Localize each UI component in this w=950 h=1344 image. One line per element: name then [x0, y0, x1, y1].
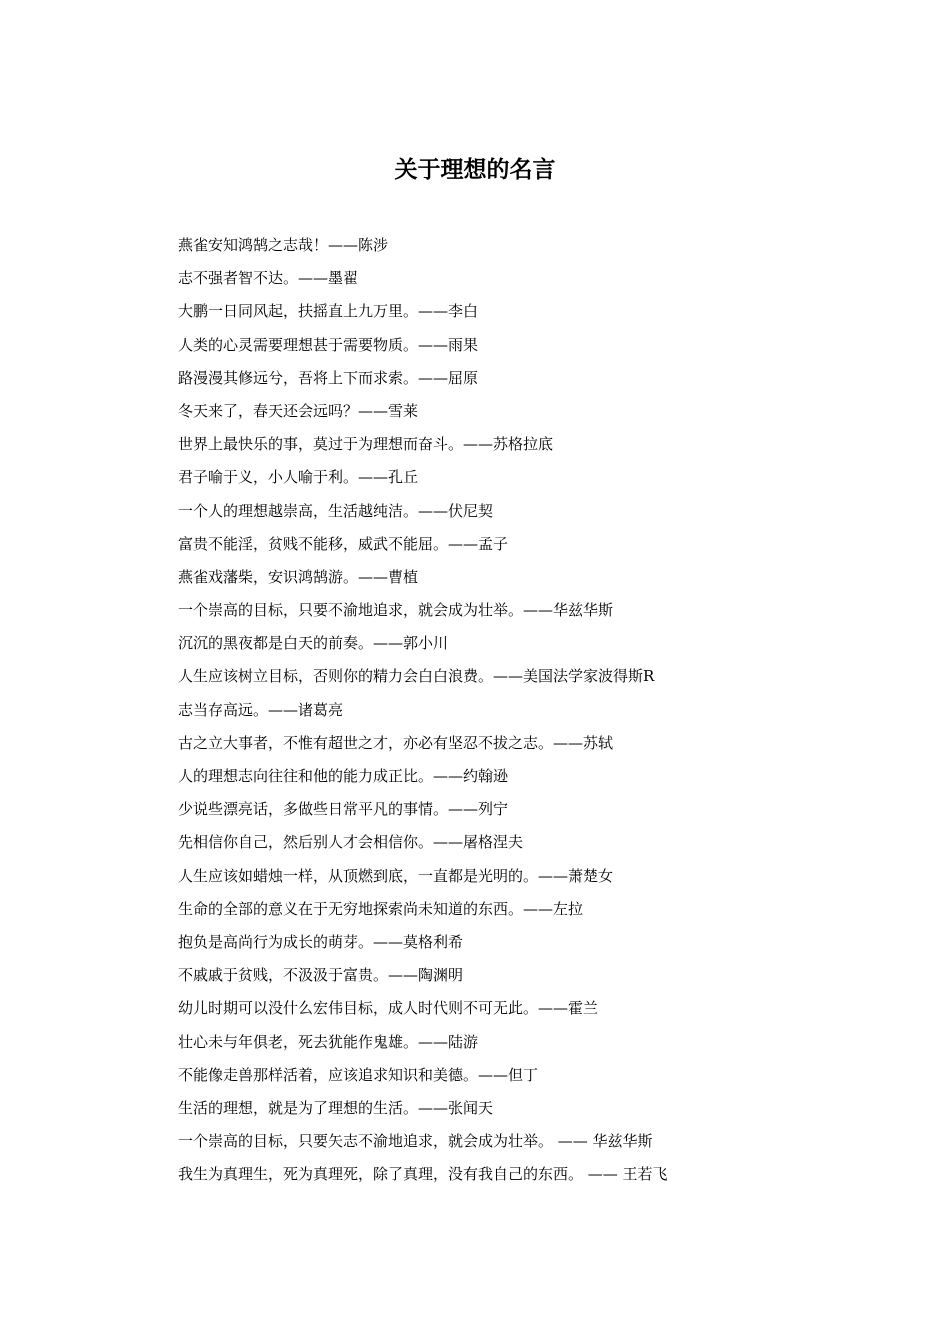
quote-line: 燕雀戏藩柴，安识鸿鹄游。——曹植	[178, 567, 419, 586]
quote-line: 我生为真理生，死为真理死，除了真理，没有我自己的东西。 —— 王若飞	[178, 1165, 668, 1184]
quote-line: 世界上最快乐的事，莫过于为理想而奋斗。——苏格拉底	[178, 435, 554, 454]
quote-line: 大鹏一日同风起，扶摇直上九万里。——李白	[178, 302, 479, 321]
quote-line: 壮心未与年俱老，死去犹能作鬼雄。——陆游	[178, 1032, 479, 1051]
quote-line: 志不强者智不达。——墨翟	[178, 269, 359, 288]
quote-line: 幼儿时期可以没什么宏伟目标，成人时代则不可无此。——霍兰	[178, 999, 599, 1018]
quote-line: 一个人的理想越崇高，生活越纯洁。——伏尼契	[178, 501, 494, 520]
quote-line: 生命的全部的意义在于无穷地探索尚未知道的东西。——左拉	[178, 899, 584, 918]
quote-line: 人类的心灵需要理想甚于需要物质。——雨果	[178, 335, 479, 354]
quote-line: 富贵不能淫，贫贱不能移，威武不能屈。——孟子	[178, 534, 509, 553]
quote-line: 一个崇高的目标，只要矢志不渝地追求，就会成为壮举。 —— 华兹华斯	[178, 1132, 653, 1151]
quote-line: 生活的理想，就是为了理想的生活。——张闻天	[178, 1098, 494, 1117]
quote-line: 人生应该树立目标，否则你的精力会白白浪费。——美国法学家波得斯R	[178, 667, 655, 686]
quote-line: 志当存高远。——诸葛亮	[178, 700, 344, 719]
quote-line: 少说些漂亮话，多做些日常平凡的事情。——列宁	[178, 800, 509, 819]
quote-line: 沉沉的黑夜都是白天的前奏。——郭小川	[178, 634, 449, 653]
quote-line: 燕雀安知鸿鹄之志哉！——陈涉	[178, 236, 389, 254]
quote-line: 路漫漫其修远兮，吾将上下而求索。——屈原	[178, 368, 479, 387]
quote-line: 人的理想志向往往和他的能力成正比。——约翰逊	[178, 767, 509, 785]
quote-line: 冬天来了，春天还会远吗？——雪莱	[178, 401, 419, 420]
quote-line: 古之立大事者，不惟有超世之才，亦必有坚忍不拔之志。——苏轼	[178, 733, 614, 752]
quote-line: 抱负是高尚行为成长的萌芽。——莫格利希	[178, 932, 464, 951]
page-title: 关于理想的名言	[394, 157, 556, 183]
quote-line: 君子喻于义，小人喻于利。——孔丘	[178, 468, 419, 487]
quote-line: 一个崇高的目标，只要不渝地追求，就会成为壮举。——华兹华斯	[178, 601, 614, 620]
quote-line: 不戚戚于贫贱，不汲汲于富贵。——陶渊明	[178, 966, 464, 985]
quote-line: 不能像走兽那样活着，应该追求知识和美德。——但丁	[178, 1065, 539, 1084]
quote-line: 人生应该如蜡烛一样，从顶燃到底，一直都是光明的。——萧楚女	[178, 866, 614, 885]
quote-list	[178, 229, 878, 1191]
quote-line: 先相信你自己，然后别人才会相信你。——屠格涅夫	[178, 833, 524, 852]
